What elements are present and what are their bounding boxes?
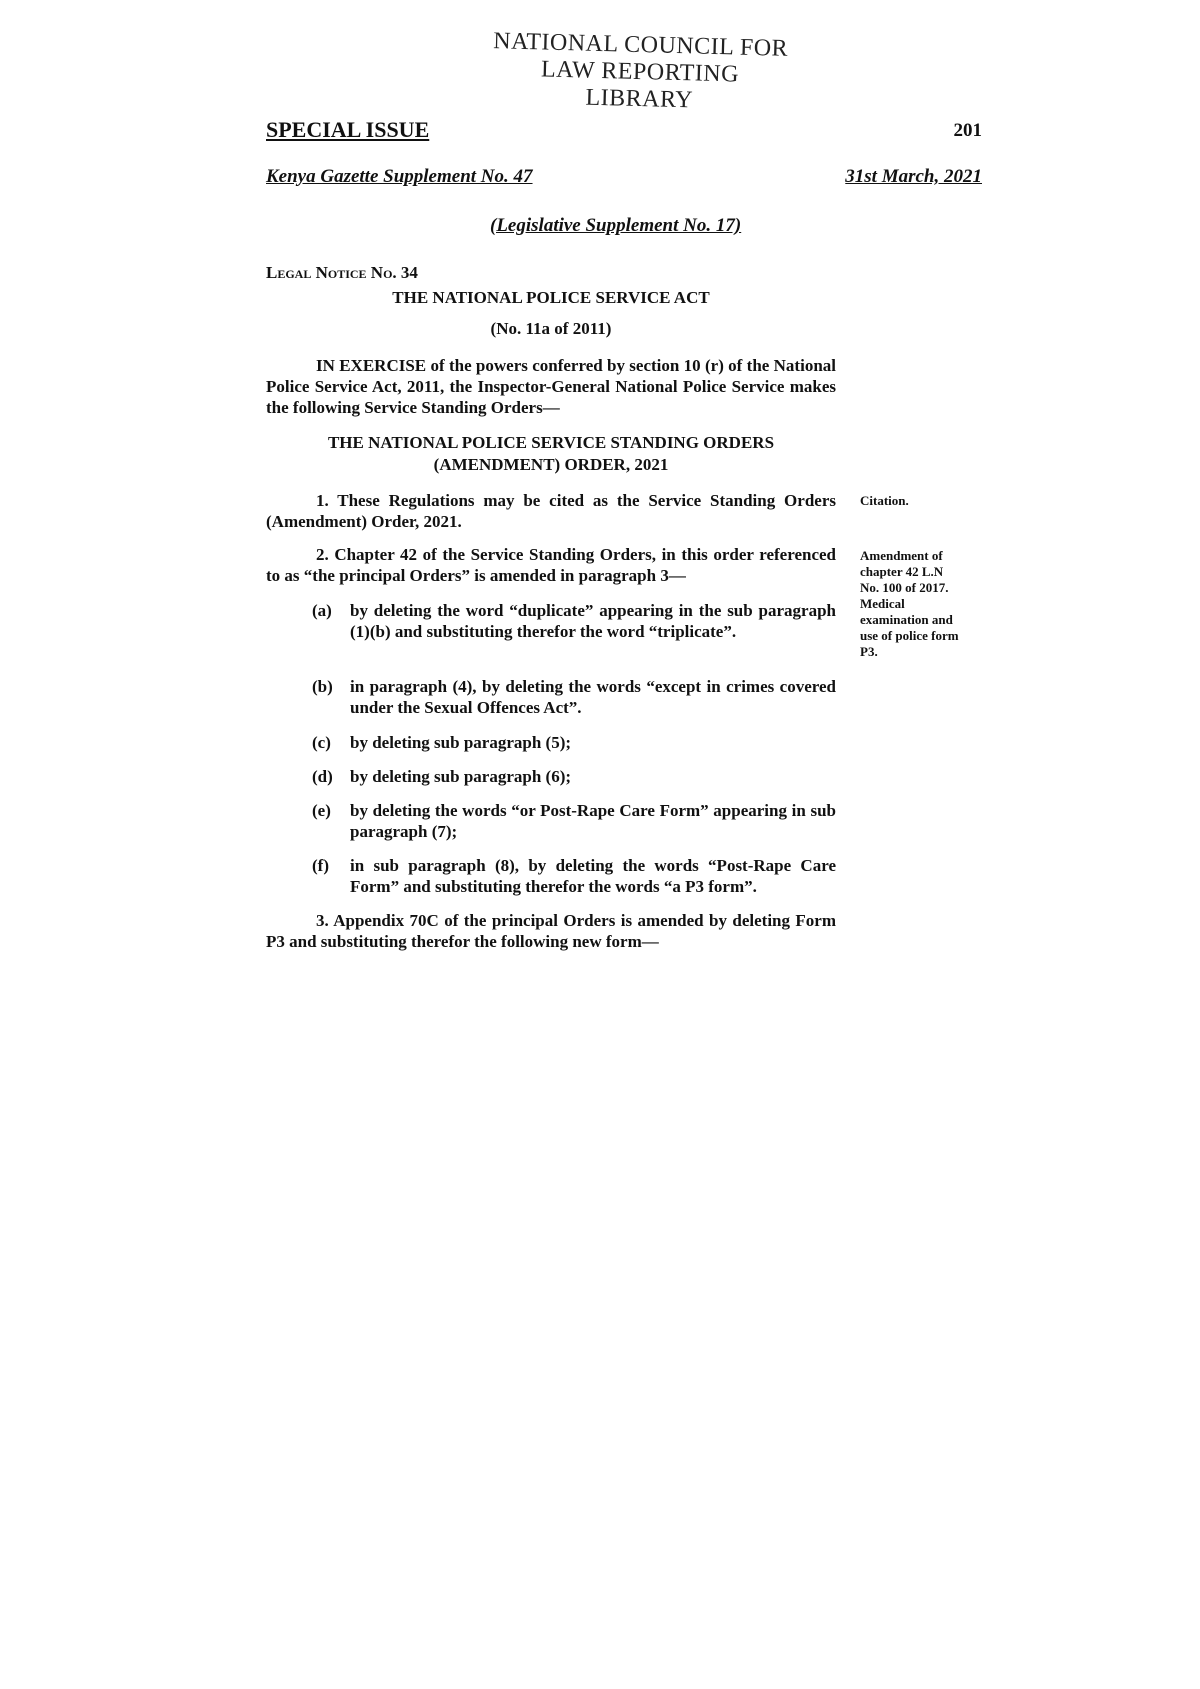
item-text: in paragraph (4), by deleting the words “except in crimes covered under the Sexual Offences Act”. (350, 677, 836, 717)
amendment-item-a (312, 600, 836, 642)
order-title-line-2: (AMENDMENT) ORDER, 2021 (433, 455, 669, 474)
stamp-line-1: NATIONAL COUNCIL FOR (492, 28, 789, 62)
amendment-item-f (312, 855, 836, 897)
item-label: (c) (312, 733, 331, 752)
item-text: by deleting sub paragraph (6); (350, 767, 572, 786)
margin-note-line: No. 100 of 2017. (860, 580, 949, 595)
gazette-supplement: Kenya Gazette Supplement No. 47 (266, 166, 533, 187)
section-3-paragraph: 3. Appendix 70C of the principal Orders is amended by deleting Form P3 and substituting therefor the following new form— (266, 911, 836, 951)
gazette-date: 31st March, 2021 (845, 166, 982, 187)
page-number: 201 (953, 120, 982, 141)
preamble-paragraph: IN EXERCISE of the powers conferred by section 10 (r) of the National Police Service Act, 2011, the Inspector-General National Police Service makes the following Service Standing Orders— (266, 356, 836, 417)
legal-notice-number: Legal Notice No. 34 (266, 263, 418, 282)
item-label: (e) (312, 801, 331, 820)
amendment-item-c (312, 732, 836, 753)
order-title (266, 432, 836, 476)
item-label: (f) (312, 856, 329, 875)
act-number: (No. 11a of 2011) (490, 319, 612, 338)
margin-note-amendment (860, 548, 990, 660)
library-stamp (469, 28, 811, 118)
item-label: (a) (312, 601, 332, 620)
stamp-line-3: LIBRARY (585, 84, 694, 114)
item-label: (b) (312, 677, 333, 696)
amendment-item-b (312, 676, 836, 718)
amendment-item-e (312, 800, 836, 842)
item-text: by deleting the word “duplicate” appearing in the sub paragraph (1)(b) and substituting therefor the word “triplicate”. (350, 601, 836, 641)
item-text: in sub paragraph (8), by deleting the words “Post-Rape Care Form” and substituting therefor the words “a P3 form”. (350, 856, 836, 896)
margin-note-line: use of police form (860, 628, 959, 643)
amendment-item-d (312, 766, 836, 787)
margin-note-line: chapter 42 L.N (860, 564, 944, 579)
act-title: THE NATIONAL POLICE SERVICE ACT (392, 288, 710, 307)
item-label: (d) (312, 767, 333, 786)
special-issue-heading: SPECIAL ISSUE (266, 117, 430, 142)
margin-note-line: Amendment of (860, 548, 943, 563)
margin-note-line: Medical (860, 596, 905, 611)
item-text: by deleting sub paragraph (5); (350, 733, 572, 752)
margin-note-line: P3. (860, 644, 878, 659)
margin-note-line: examination and (860, 612, 953, 627)
order-title-line-1: THE NATIONAL POLICE SERVICE STANDING ORDERS (327, 433, 775, 452)
section-2-paragraph: 2. Chapter 42 of the Service Standing Orders, in this order referenced to as “the principal Orders” is amended in paragraph 3— (266, 545, 836, 585)
legislative-supplement: (Legislative Supplement No. 17) (490, 215, 742, 236)
item-text: by deleting the words “or Post-Rape Care Form” appearing in sub paragraph (7); (350, 801, 836, 841)
section-1-paragraph: 1. These Regulations may be cited as the Service Standing Orders (Amendment) Order, 2021. (266, 491, 836, 531)
margin-note-citation: Citation. (860, 493, 909, 508)
stamp-line-2: LAW REPORTING (540, 56, 740, 88)
